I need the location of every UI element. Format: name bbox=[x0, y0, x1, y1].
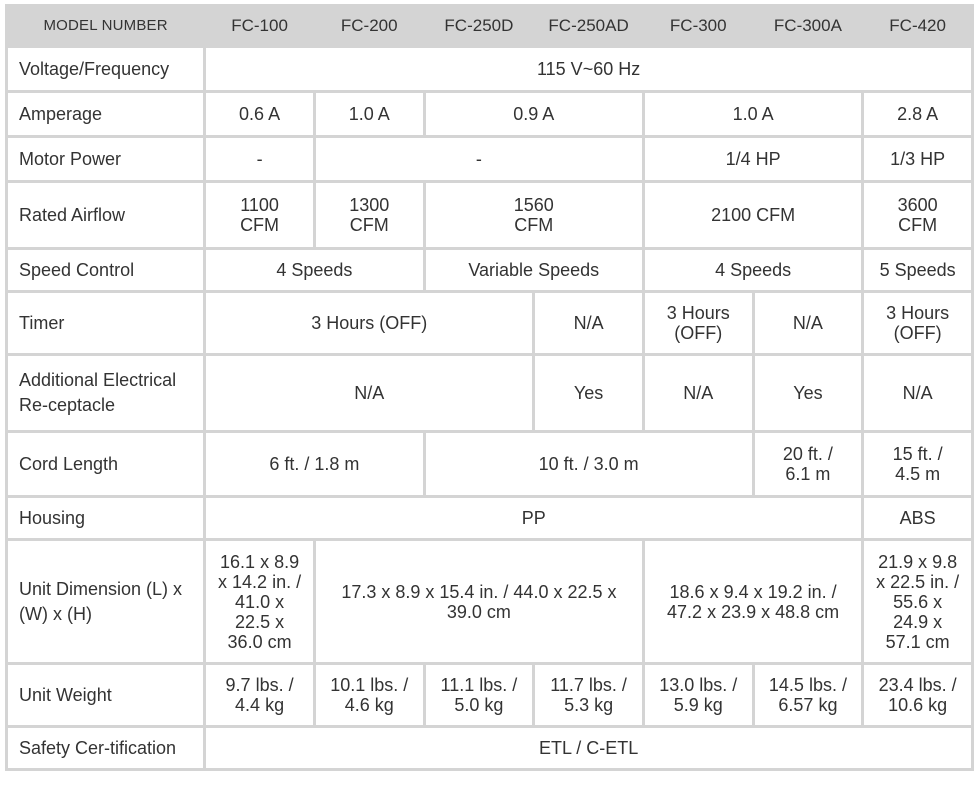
table-cell: Yes bbox=[755, 356, 862, 430]
row-label: Unit Weight bbox=[8, 665, 203, 725]
row-rated-airflow bbox=[8, 183, 971, 247]
model-number-header: MODEL NUMBER bbox=[8, 7, 203, 45]
table-cell: 15 ft. / 4.5 m bbox=[864, 433, 971, 495]
model-header-fc300a: FC-300A bbox=[755, 7, 862, 45]
table-cell: 6 ft. / 1.8 m bbox=[206, 433, 422, 495]
table-cell: ETL / C-ETL bbox=[206, 728, 971, 768]
row-label: Unit Dimension (L) x (W) x (H) bbox=[8, 541, 203, 662]
table-cell: 1300 CFM bbox=[316, 183, 423, 247]
row-speed-control bbox=[8, 250, 971, 290]
model-header-fc300: FC-300 bbox=[645, 7, 752, 45]
table-cell: 4 Speeds bbox=[206, 250, 422, 290]
table-cell: ABS bbox=[864, 498, 971, 538]
row-motor-power bbox=[8, 138, 971, 180]
row-voltage bbox=[8, 48, 971, 90]
table-cell: - bbox=[316, 138, 642, 180]
table-cell: 5 Speeds bbox=[864, 250, 971, 290]
model-header-fc250d: FC-250D bbox=[426, 7, 533, 45]
table-cell: 3 Hours (OFF) bbox=[645, 293, 752, 353]
table-cell: 115 V~60 Hz bbox=[206, 48, 971, 90]
table-cell: 2.8 A bbox=[864, 93, 971, 135]
model-header-fc200: FC-200 bbox=[316, 7, 423, 45]
row-label: Additional Electrical Re-ceptacle bbox=[8, 356, 203, 430]
table-cell: 10.1 lbs. / 4.6 kg bbox=[316, 665, 423, 725]
table-cell: N/A bbox=[645, 356, 752, 430]
model-header-fc100: FC-100 bbox=[206, 7, 313, 45]
row-label: Speed Control bbox=[8, 250, 203, 290]
table-cell: 9.7 lbs. / 4.4 kg bbox=[206, 665, 313, 725]
table-cell: N/A bbox=[206, 356, 532, 430]
table-cell: 13.0 lbs. / 5.9 kg bbox=[645, 665, 752, 725]
table-cell: 20 ft. / 6.1 m bbox=[755, 433, 862, 495]
row-additional-receptacle bbox=[8, 356, 971, 430]
table-cell: 11.1 lbs. / 5.0 kg bbox=[426, 665, 533, 725]
model-header-fc250ad: FC-250AD bbox=[535, 7, 642, 45]
table-cell: 0.9 A bbox=[426, 93, 642, 135]
table-cell: 3 Hours (OFF) bbox=[864, 293, 971, 353]
row-label: Voltage/Frequency bbox=[8, 48, 203, 90]
row-unit-dimension bbox=[8, 541, 971, 662]
table-cell: 21.9 x 9.8 x 22.5 in. / 55.6 x 24.9 x 57.1 cm bbox=[864, 541, 971, 662]
row-label: Safety Cer-tification bbox=[8, 728, 203, 768]
row-housing bbox=[8, 498, 971, 538]
table-cell: 1.0 A bbox=[645, 93, 861, 135]
table-cell: 1100 CFM bbox=[206, 183, 313, 247]
table-cell: 17.3 x 8.9 x 15.4 in. / 44.0 x 22.5 x 39.0 cm bbox=[316, 541, 642, 662]
table-cell: 1560 CFM bbox=[426, 183, 642, 247]
row-label: Rated Airflow bbox=[8, 183, 203, 247]
table-cell: 16.1 x 8.9 x 14.2 in. / 41.0 x 22.5 x 36.0 cm bbox=[206, 541, 313, 662]
table-cell: 23.4 lbs. / 10.6 kg bbox=[864, 665, 971, 725]
model-header-fc420: FC-420 bbox=[864, 7, 971, 45]
table-cell: 3 Hours (OFF) bbox=[206, 293, 532, 353]
table-cell: N/A bbox=[535, 293, 642, 353]
table-cell: Variable Speeds bbox=[426, 250, 642, 290]
table-cell: 1/4 HP bbox=[645, 138, 861, 180]
table-cell: 14.5 lbs. / 6.57 kg bbox=[755, 665, 862, 725]
table-cell: 11.7 lbs. / 5.3 kg bbox=[535, 665, 642, 725]
row-cord-length bbox=[8, 433, 971, 495]
table-cell: PP bbox=[206, 498, 861, 538]
table-cell: 4 Speeds bbox=[645, 250, 861, 290]
row-label: Housing bbox=[8, 498, 203, 538]
table-cell: - bbox=[206, 138, 313, 180]
row-label: Motor Power bbox=[8, 138, 203, 180]
table-cell: 1/3 HP bbox=[864, 138, 971, 180]
table-cell: 2100 CFM bbox=[645, 183, 861, 247]
row-label: Cord Length bbox=[8, 433, 203, 495]
row-safety-certification bbox=[8, 728, 971, 768]
row-label: Amperage bbox=[8, 93, 203, 135]
table-cell: Yes bbox=[535, 356, 642, 430]
table-cell: 18.6 x 9.4 x 19.2 in. / 47.2 x 23.9 x 48.8 cm bbox=[645, 541, 861, 662]
spec-table bbox=[5, 4, 974, 771]
row-unit-weight bbox=[8, 665, 971, 725]
table-cell: N/A bbox=[864, 356, 971, 430]
table-cell: 10 ft. / 3.0 m bbox=[426, 433, 752, 495]
table-cell: N/A bbox=[755, 293, 862, 353]
row-timer bbox=[8, 293, 971, 353]
row-label: Timer bbox=[8, 293, 203, 353]
table-cell: 0.6 A bbox=[206, 93, 313, 135]
row-amperage bbox=[8, 93, 971, 135]
table-cell: 3600 CFM bbox=[864, 183, 971, 247]
table-cell: 1.0 A bbox=[316, 93, 423, 135]
header-row bbox=[8, 7, 971, 45]
